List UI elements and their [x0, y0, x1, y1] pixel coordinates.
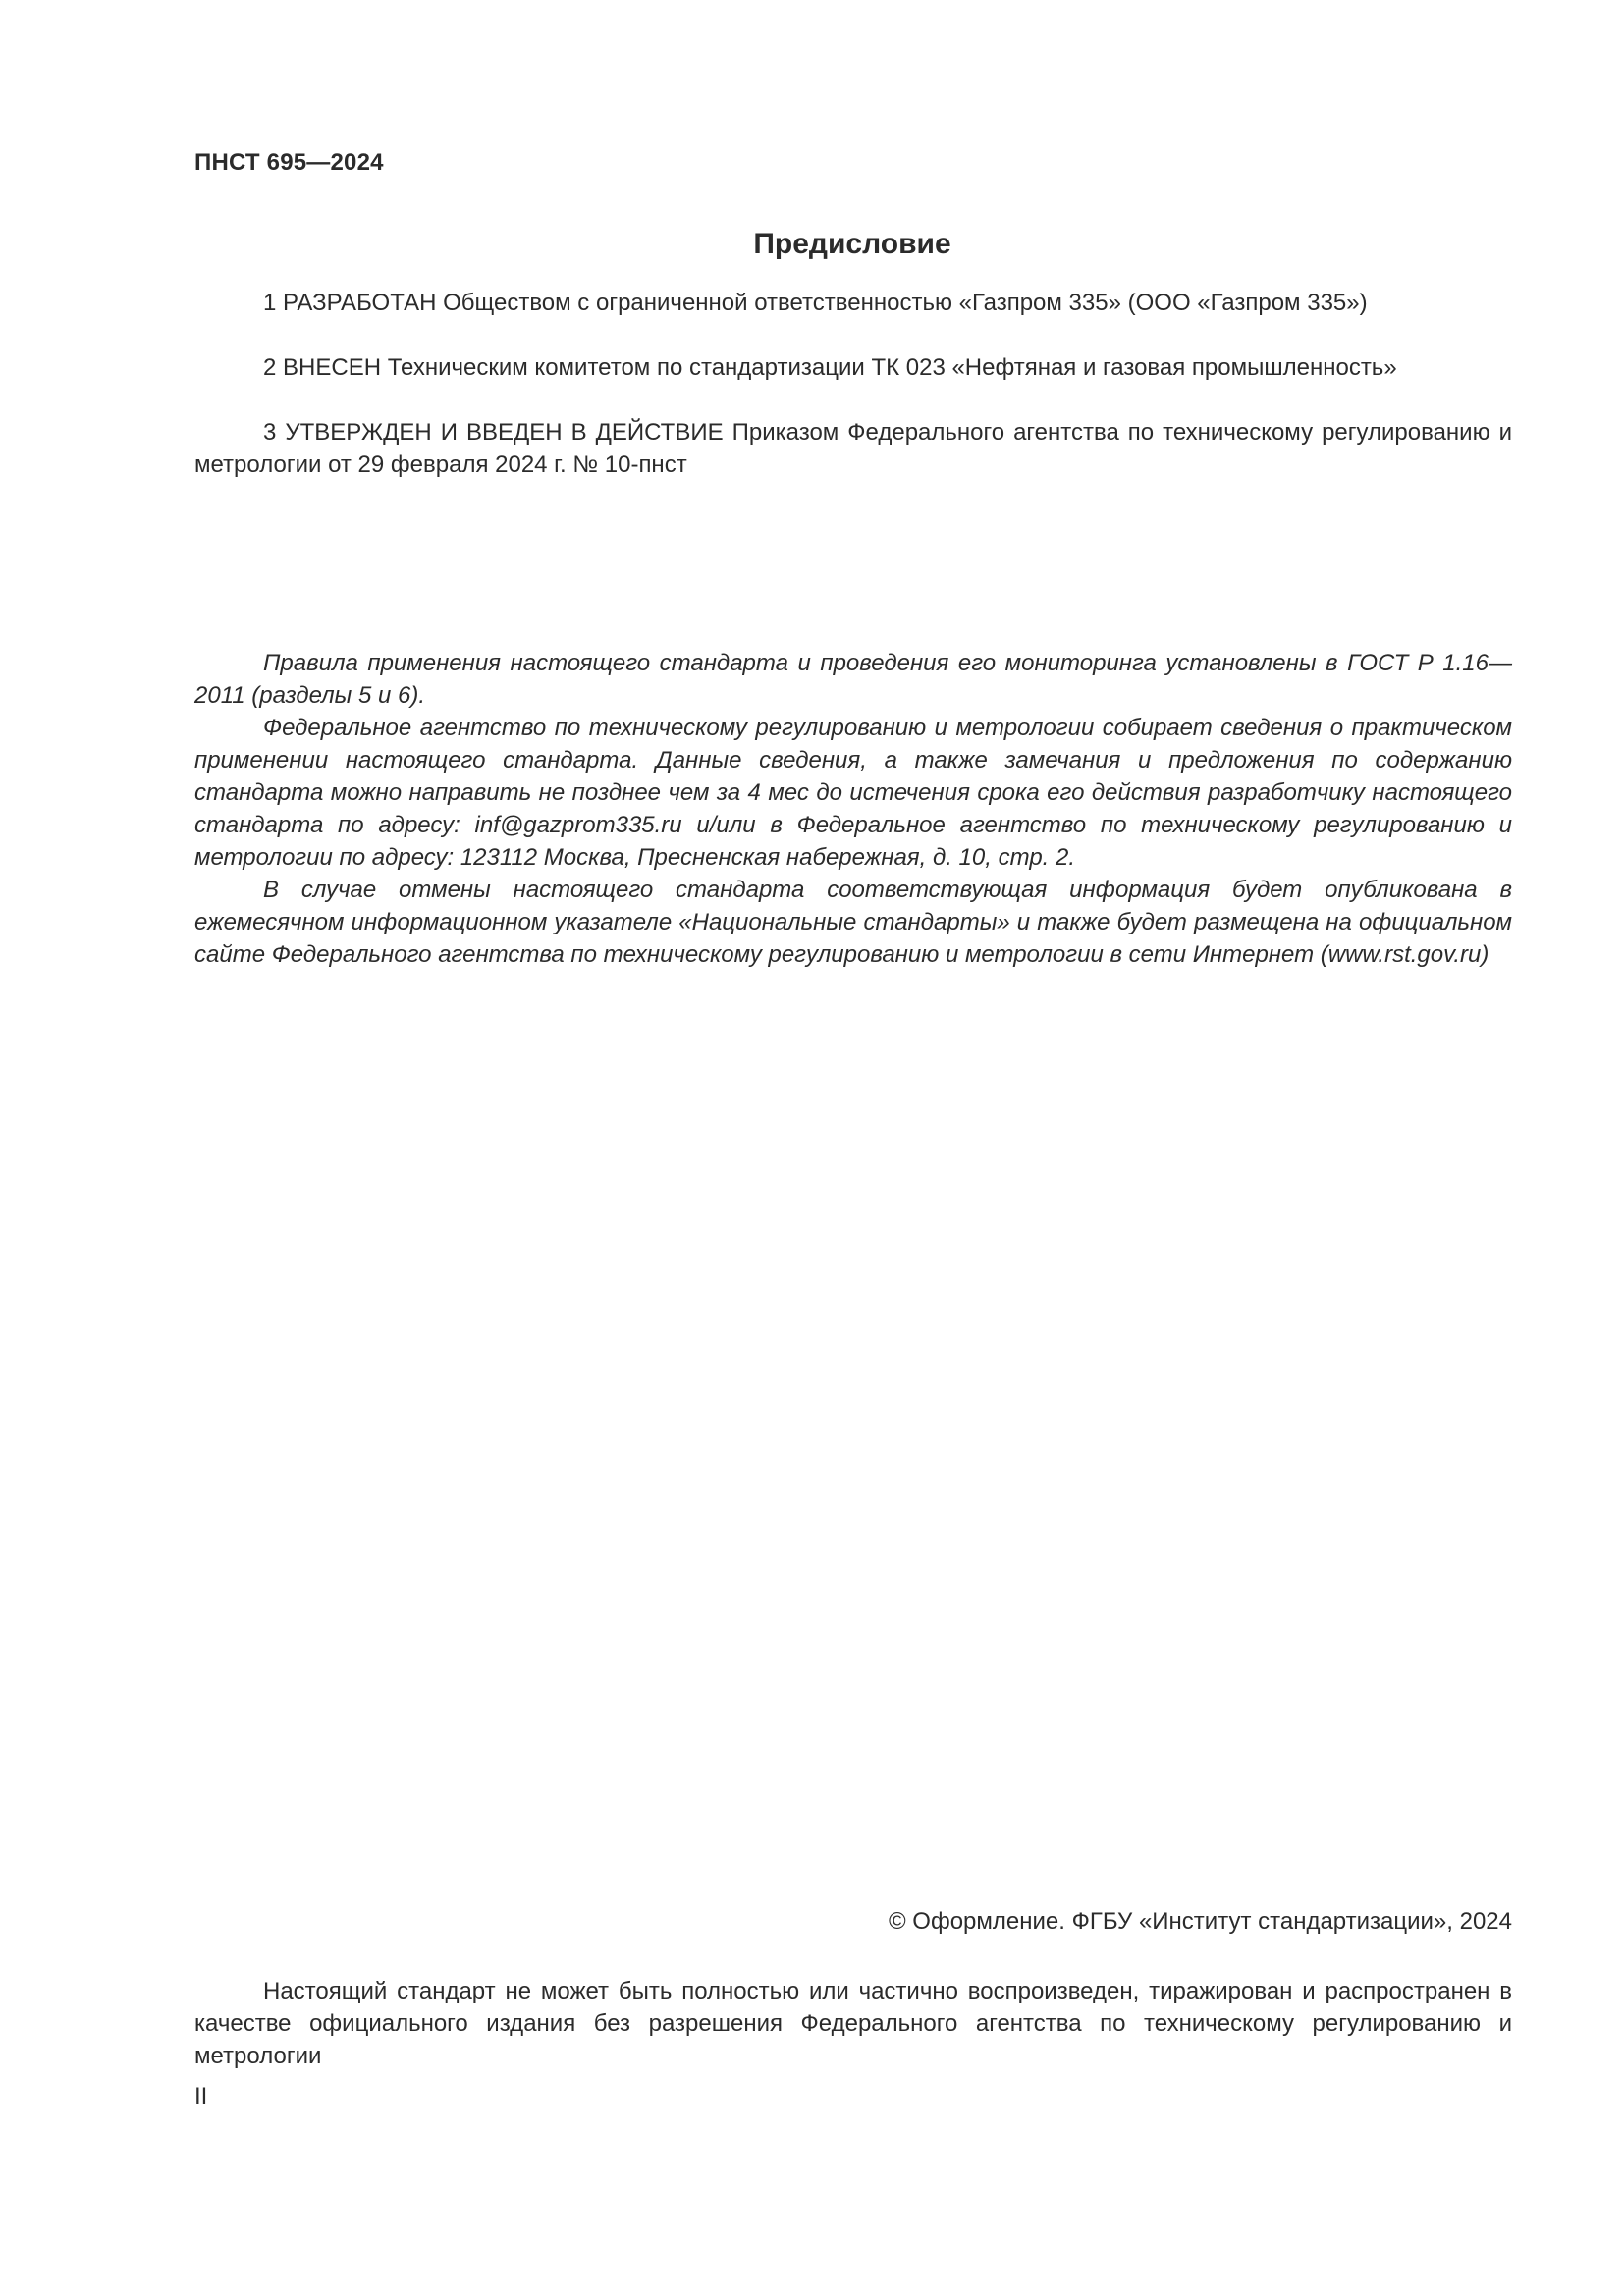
note-cancellation: В случае отмены настоящего стандарта соответствующая информация будет опубликована в ежемесячном информационном указателе «Национальные стандарты» и также будет размещена на официальном сайте Федерального агентства по техническому регулированию и метрологии в сети Интернет (www.rst.gov.ru) — [194, 877, 1512, 968]
page-number: II — [194, 2083, 208, 2109]
reprint-notice: Настоящий стандарт не может быть полностью или частично воспроизведен, тиражирован и распространен в качестве официального издания без разрешения Федерального агентства по техническому регулированию и метрологии — [194, 1978, 1512, 2069]
note-feedback: Федеральное агентство по техническому регулированию и метрологии собирает сведения о практическом применении настоящего стандарта. Данные сведения, а также замечания и предложения по содержанию стандарта можно направить не позднее чем за 4 мес до истечения срока его действия разработчику настоящего стандарта по адресу: inf@gazprom335.ru и/или в Федеральное агентство по техническому регулированию и метрологии по адресу: 123112 Москва, Пресненская набережная, д. 10, стр. 2. — [194, 715, 1512, 871]
application-notes — [194, 647, 1512, 971]
preface-item-developed: 1 РАЗРАБОТАН Обществом с ограниченной ответственностью «Газпром 335» (ООО «Газпром 335») — [263, 290, 1368, 316]
preface-items — [194, 287, 1512, 481]
preface-item-approved: 3 УТВЕРЖДЕН И ВВЕДЕН В ДЕЙСТВИЕ Приказом Федерального агентства по техническому регулированию и метрологии от 29 февраля 2024 г. № 10-пнст — [194, 419, 1512, 478]
preface-item-introduced: 2 ВНЕСЕН Техническим комитетом по стандартизации ТК 023 «Нефтяная и газовая промышленность» — [263, 354, 1397, 381]
preface-title: Предисловие — [753, 228, 951, 260]
copyright-line: © Оформление. ФГБУ «Институт стандартизации», 2024 — [888, 1908, 1512, 1935]
document-code: ПНСТ 695—2024 — [194, 149, 384, 176]
note-application-rules: Правила применения настоящего стандарта и проведения его мониторинга установлены в ГОСТ Р 1.16—2011 (разделы 5 и 6). — [194, 650, 1512, 709]
